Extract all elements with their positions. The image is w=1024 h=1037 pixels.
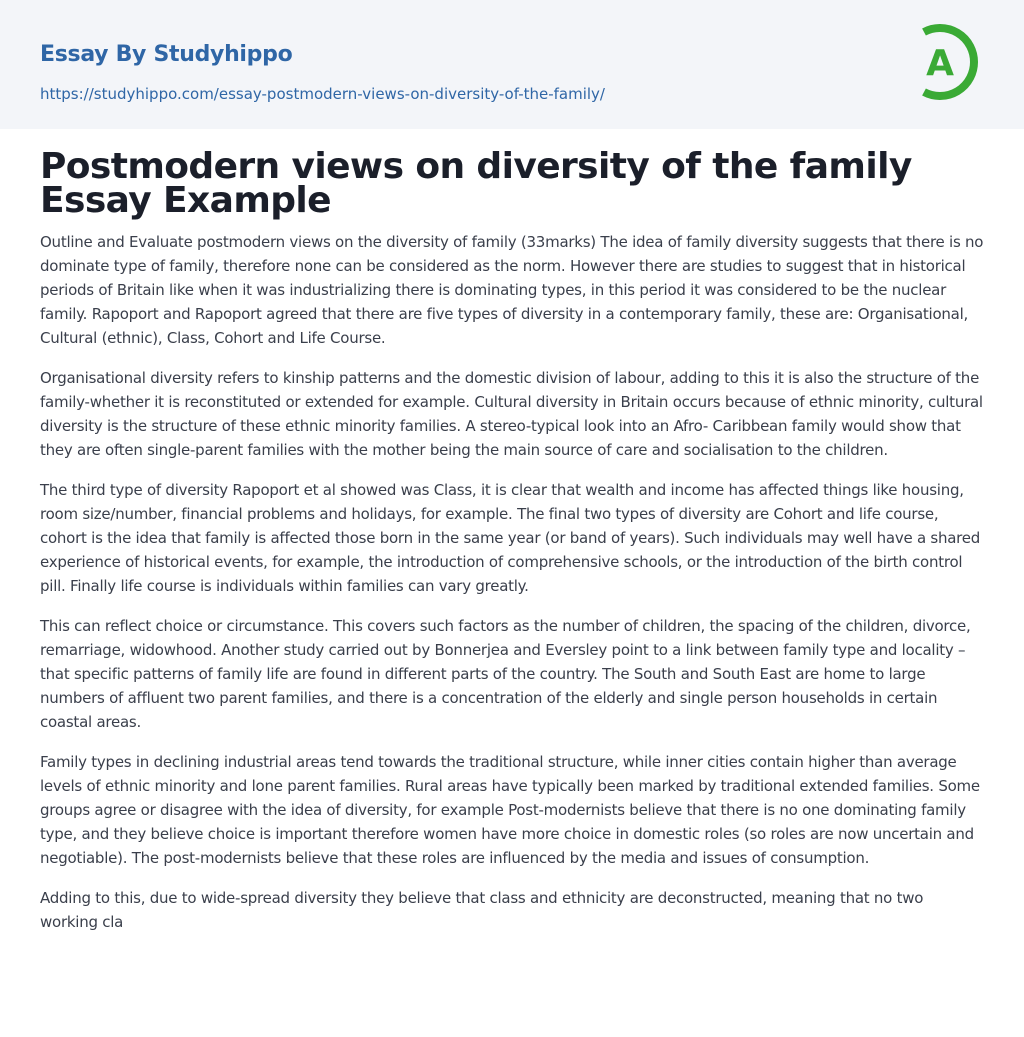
title-line-1: Postmodern views on diversity of the family <box>40 146 912 187</box>
paragraph: This can reflect choice or circumstance. This covers such factors as the number of children, the spacing of the children, divorce, remarriage, widowhood. Another study carried out by Bonnerjea and Eversley point to a link between family type and locality – that specific patterns of family life are found in different parts of the country. The South and South East are home to large numbers of affluent two parent families, and there is a concentration of the elderly and single person households in certain coastal areas. <box>40 617 971 731</box>
title-line-2: Essay Example <box>40 180 331 221</box>
paragraph: Organisational diversity refers to kinship patterns and the domestic division of labour, adding to this it is also the structure of the family-whether it is reconstituted or extended for example. Cultural diversity in Britain occurs because of ethnic minority, cultural diversity is the structure of these ethnic minority families. A stereo-typical look into an Afro- Caribbean family would show that they are often single-parent families with the mother being the main source of care and socialisation to the children. <box>40 369 983 459</box>
studyhippo-logo-icon[interactable] <box>912 20 986 104</box>
page-title <box>40 146 984 221</box>
paragraph: Family types in declining industrial areas tend towards the traditional structure, while inner cities contain higher than average levels of ethnic minority and lone parent families. Rural areas have typically been marked by traditional extended families. Some groups agree or disagree with the idea of diversity, for example Post-modernists believe that there is no one dominating family type, and they believe choice is important therefore women have more choice in domestic roles (so roles are now uncertain and negotiable). The post-modernists believe that these roles are influenced by the media and issues of consumption. <box>40 753 980 867</box>
site-header <box>0 0 1024 129</box>
page-url-link[interactable]: https://studyhippo.com/essay-postmodern-views-on-diversity-of-the-family/ <box>40 85 605 103</box>
site-name[interactable]: Essay By Studyhippo <box>40 42 293 67</box>
article <box>40 146 984 950</box>
paragraph: Outline and Evaluate postmodern views on the diversity of family (33marks) The idea of family diversity suggests that there is no dominate type of family, therefore none can be considered as the norm. However there are studies to suggest that in historical periods of Britain like when it was industrializing there is dominating types, in this period it was considered to be the nuclear family. Rapoport and Rapoport agreed that there are five types of diversity in a contemporary family, these are: Organisational, Cultural (ethnic), Class, Cohort and Life Course. <box>40 233 984 347</box>
logo-letter: A <box>926 43 954 84</box>
paragraph: The third type of diversity Rapoport et al showed was Class, it is clear that wealth and income has affected things like housing, room size/number, financial problems and holidays, for example. The final two types of diversity are Cohort and life course, cohort is the idea that family is affected those born in the same year (or band of years). Such individuals may well have a shared experience of historical events, for example, the introduction of comprehensive schools, or the introduction of the birth control pill. Finally life course is individuals within families can vary greatly. <box>40 481 981 595</box>
paragraph: Adding to this, due to wide-spread diversity they believe that class and ethnicity are deconstructed, meaning that no two working cla <box>40 889 924 931</box>
article-body <box>40 230 984 934</box>
